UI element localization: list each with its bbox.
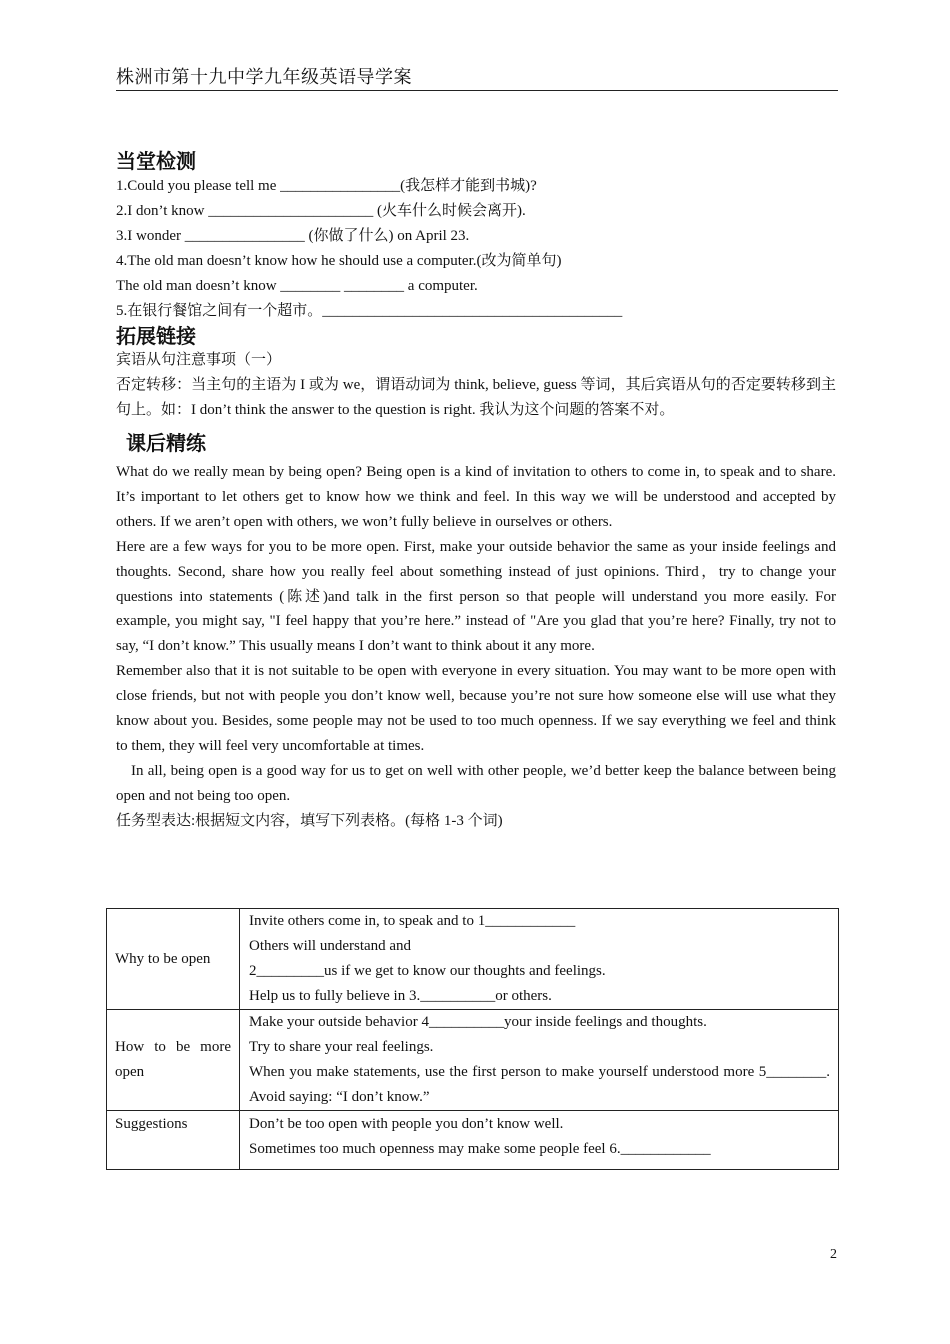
- row-content: [240, 1010, 839, 1111]
- page-number: 2: [830, 1247, 837, 1262]
- cell-line: Invite others come in, to speak and to 1____________: [249, 913, 576, 929]
- row-label: Why to be open: [107, 909, 240, 1010]
- exercise-line-5: The old man doesn’t know ________ ________ a computer.: [116, 278, 478, 294]
- header-title: 株洲市第十九中学九年级英语导学案: [116, 67, 412, 87]
- passage-paragraph-4: In all, being open is a good way for us to get on well with other people, we’d better keep the balance between being open and not being too open.: [116, 762, 836, 804]
- section2-subtitle: 宾语从句注意事项（一）: [116, 352, 282, 368]
- exercise-line-6: 5.在银行餐馆之间有一个超市。________________________________________: [116, 303, 623, 319]
- row-content: [240, 909, 839, 1010]
- row-label: Suggestions: [107, 1111, 240, 1170]
- section-title-extension: 拓展链接: [116, 324, 196, 348]
- passage-paragraph-3: Remember also that it is not suitable to be open with everyone in every situation. You may want to be more open with close friends, but not with people you don’t know well, because you’re not sure how someone else will use what they know about you. Besides, some people may not be used to too much openness. If we say everything we feel and think to them, they will feel very uncomfortable at times.: [116, 663, 836, 754]
- cell-line: Don’t be too open with people you don’t know well.: [249, 1116, 564, 1132]
- cell-line: 2_________us if we get to know our thoughts and feelings.: [249, 963, 606, 979]
- cell-line: Others will understand and: [249, 938, 412, 954]
- reading-passage: [116, 460, 836, 834]
- exercise-line-1: 1.Could you please tell me ________________(我怎样才能到书城)?: [116, 178, 537, 194]
- page-header: [116, 64, 838, 91]
- exercise-line-2: 2.I don’t know ______________________ (火车什么时候会离开).: [116, 203, 526, 219]
- exercise-line-3: 3.I wonder ________________ (你做了什么) on April 23.: [116, 228, 470, 244]
- section-title-classroom-test: 当堂检测: [116, 149, 196, 173]
- task-instruction: 任务型表达:根据短文内容，填写下列表格。(每格 1-3 个词): [116, 812, 503, 829]
- negation-transfer-note: 否定转移：当主句的主语为 I 或为 we，谓语动词为 think, believe, guess 等词，其后宾语从句的否定要转移到主句上。如：I don’t think the answer to the question is right. 我认为这个问题的答案不对。: [116, 377, 836, 418]
- table-row: [107, 1010, 839, 1111]
- task-table: [106, 908, 839, 1170]
- table-row: [107, 1111, 839, 1170]
- cell-line: Sometimes too much openness may make some people feel 6.____________: [249, 1141, 711, 1157]
- row-content: [240, 1111, 839, 1170]
- section-title-after-class: 课后精练: [126, 431, 206, 455]
- passage-paragraph-1: What do we really mean by being open? Being open is a kind of invitation to others to come in, to speak and to share. It’s important to let others get to know how we think and feel. In this way we will be understood and accepted by others. If we aren’t open with others, we won’t fully believe in ourselves or others.: [116, 464, 836, 530]
- exercise-line-4: 4.The old man doesn’t know how he should use a computer.(改为简单句): [116, 253, 562, 269]
- section2-text: [116, 373, 836, 423]
- row-label: How to be more open: [107, 1010, 240, 1111]
- passage-paragraph-2: Here are a few ways for you to be more open. First, make your outside behavior the same as your inside feelings and thoughts. Second, share how you really feel about something instead of just opinions. Third，try to change your questions into statements (陈述)and talk in the first person so that people will understand you more easily. For example, you might say, "I feel happy that you’re here.” instead of "Are you glad that you’re here? Finally, try not to say, “I don’t know.” This usually means I don’t want to think about it any more.: [116, 538, 836, 655]
- table-row: [107, 909, 839, 1010]
- cell-line: Help us to fully believe in 3.__________or others.: [249, 988, 552, 1004]
- cell-line: Make your outside behavior 4__________your inside feelings and thoughts.: [249, 1014, 707, 1030]
- cell-line: Try to share your real feelings.: [249, 1039, 434, 1055]
- cell-line: When you make statements, use the first person to make yourself understood more 5________. Avoid saying: “I don’t know.”: [249, 1064, 830, 1105]
